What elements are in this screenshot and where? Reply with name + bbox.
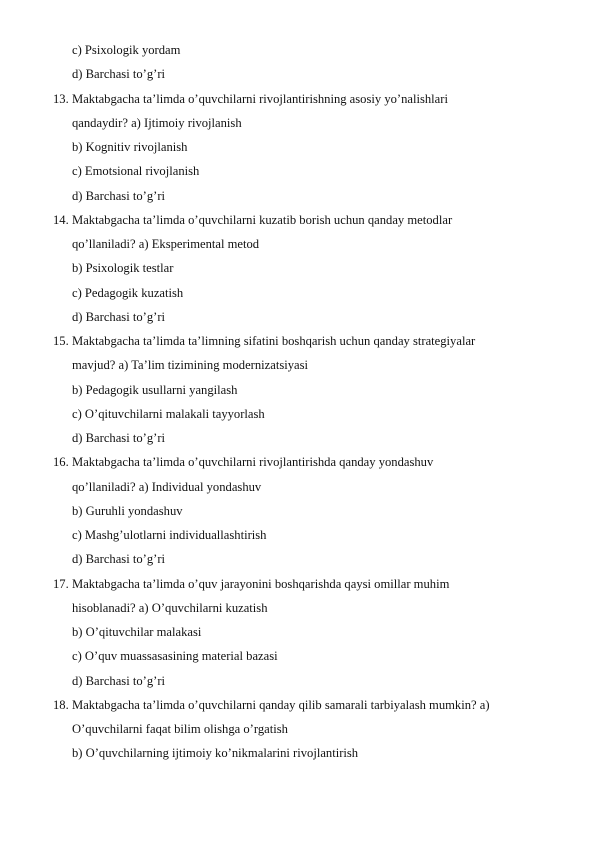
answer-option: hisoblanadi? a) O’quvchilarni kuzatish xyxy=(72,601,268,615)
answer-option: d) Barchasi to’g’ri xyxy=(72,67,166,81)
question-number: 14. xyxy=(53,213,69,227)
answer-option: b) Psixologik testlar xyxy=(72,261,174,275)
answer-option: c) Mashg’ulotlarni individuallashtirish xyxy=(72,528,267,542)
answer-option: b) Kognitiv rivojlanish xyxy=(72,140,188,154)
question-number: 13. xyxy=(53,92,69,106)
answer-option: qandaydir? a) Ijtimoiy rivojlanish xyxy=(72,116,242,130)
answer-option: c) Psixologik yordam xyxy=(72,43,181,57)
answer-option: d) Barchasi to’g’ri xyxy=(72,310,166,324)
answer-option: c) Emotsional rivojlanish xyxy=(72,164,200,178)
question-text: Maktabgacha ta’limda o’quv jarayonini boshqarishda qaysi omillar muhim xyxy=(72,577,450,591)
answer-option: d) Barchasi to’g’ri xyxy=(72,189,166,203)
answer-option: b) Pedagogik usullarni yangilash xyxy=(72,383,238,397)
answer-option: d) Barchasi to’g’ri xyxy=(72,674,166,688)
answer-option: d) Barchasi to’g’ri xyxy=(72,431,166,445)
answer-option: d) Barchasi to’g’ri xyxy=(72,552,166,566)
question-text: Maktabgacha ta’limda o’quvchilarni qanday qilib samarali tarbiyalash mumkin? a) xyxy=(72,698,490,712)
question-text: Maktabgacha ta’limda o’quvchilarni rivojlantirishning asosiy yo’nalishlari xyxy=(72,92,448,106)
answer-option: b) Guruhli yondashuv xyxy=(72,504,183,518)
question-text: Maktabgacha ta’limda ta’limning sifatini boshqarish uchun qanday strategiyalar xyxy=(72,334,476,348)
answer-option: c) O’quv muassasasining material bazasi xyxy=(72,649,278,663)
question-text: Maktabgacha ta’limda o’quvchilarni kuzatib borish uchun qanday metodlar xyxy=(72,213,453,227)
answer-option: b) O’quvchilarning ijtimoiy ko’nikmalarini rivojlantirish xyxy=(72,746,359,760)
answer-option: mavjud? a) Ta’lim tizimining modernizatsiyasi xyxy=(72,358,309,372)
answer-option: c) O’qituvchilarni malakali tayyorlash xyxy=(72,407,265,421)
answer-option: qo’llaniladi? a) Eksperimental metod xyxy=(72,237,260,251)
question-number: 16. xyxy=(53,455,69,469)
question-text: Maktabgacha ta’limda o’quvchilarni rivojlantirishda qanday yondashuv xyxy=(72,455,434,469)
question-number: 15. xyxy=(53,334,69,348)
answer-option: qo’llaniladi? a) Individual yondashuv xyxy=(72,480,262,494)
question-number: 18. xyxy=(53,698,69,712)
answer-option: b) O’qituvchilar malakasi xyxy=(72,625,202,639)
question-number: 17. xyxy=(53,577,69,591)
answer-option: O’quvchilarni faqat bilim olishga o’rgatish xyxy=(72,722,288,736)
answer-option: c) Pedagogik kuzatish xyxy=(72,286,184,300)
